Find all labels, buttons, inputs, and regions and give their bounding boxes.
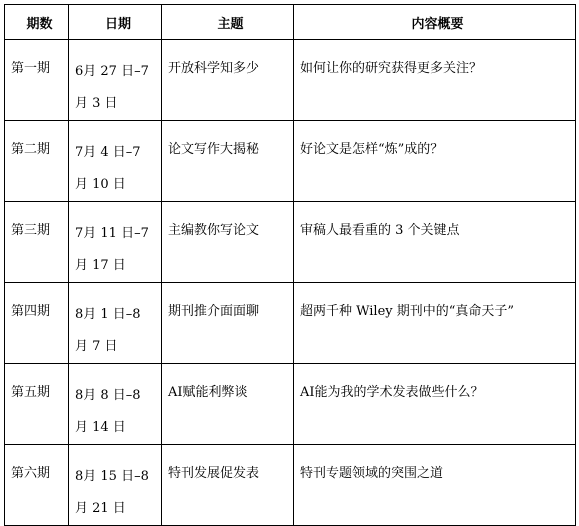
summary-cell: 好论文是怎样“炼”成的？ (294, 121, 576, 202)
topic-cell: 主编教你写论文 (162, 202, 294, 283)
date-cell: 7月 4 日–7 月 10 日 (69, 121, 162, 202)
summary-cell: 特刊专题领域的突围之道 (294, 445, 576, 526)
schedule-table (4, 4, 576, 526)
issue-cell: 第三期 (5, 202, 69, 283)
table-row (5, 364, 576, 445)
summary-cell: 审稿人最看重的 3 个关键点 (294, 202, 576, 283)
topic-cell: 开放科学知多少 (162, 40, 294, 121)
date-cell: 8月 8 日–8 月 14 日 (69, 364, 162, 445)
header-issue: 期数 (5, 5, 69, 40)
header-row (5, 5, 576, 40)
date-cell: 6月 27 日–7 月 3 日 (69, 40, 162, 121)
date-cell: 7月 11 日–7 月 17 日 (69, 202, 162, 283)
header-summary: 内容概要 (294, 5, 576, 40)
table-row (5, 202, 576, 283)
header-topic: 主题 (162, 5, 294, 40)
table-row (5, 445, 576, 526)
topic-cell: 论文写作大揭秘 (162, 121, 294, 202)
issue-cell: 第二期 (5, 121, 69, 202)
issue-cell: 第六期 (5, 445, 69, 526)
date-cell: 8月 15 日–8 月 21 日 (69, 445, 162, 526)
summary-cell: 超两千种 Wiley 期刊中的“真命天子” (294, 283, 576, 364)
issue-cell: 第四期 (5, 283, 69, 364)
topic-cell: 期刊推介面面聊 (162, 283, 294, 364)
topic-cell: AI赋能利弊谈 (162, 364, 294, 445)
table-row (5, 121, 576, 202)
header-date: 日期 (69, 5, 162, 40)
table-row (5, 40, 576, 121)
table-row (5, 283, 576, 364)
issue-cell: 第一期 (5, 40, 69, 121)
date-cell: 8月 1 日–8 月 7 日 (69, 283, 162, 364)
issue-cell: 第五期 (5, 364, 69, 445)
summary-cell: 如何让你的研究获得更多关注？ (294, 40, 576, 121)
summary-cell: AI能为我的学术发表做些什么？ (294, 364, 576, 445)
topic-cell: 特刊发展促发表 (162, 445, 294, 526)
